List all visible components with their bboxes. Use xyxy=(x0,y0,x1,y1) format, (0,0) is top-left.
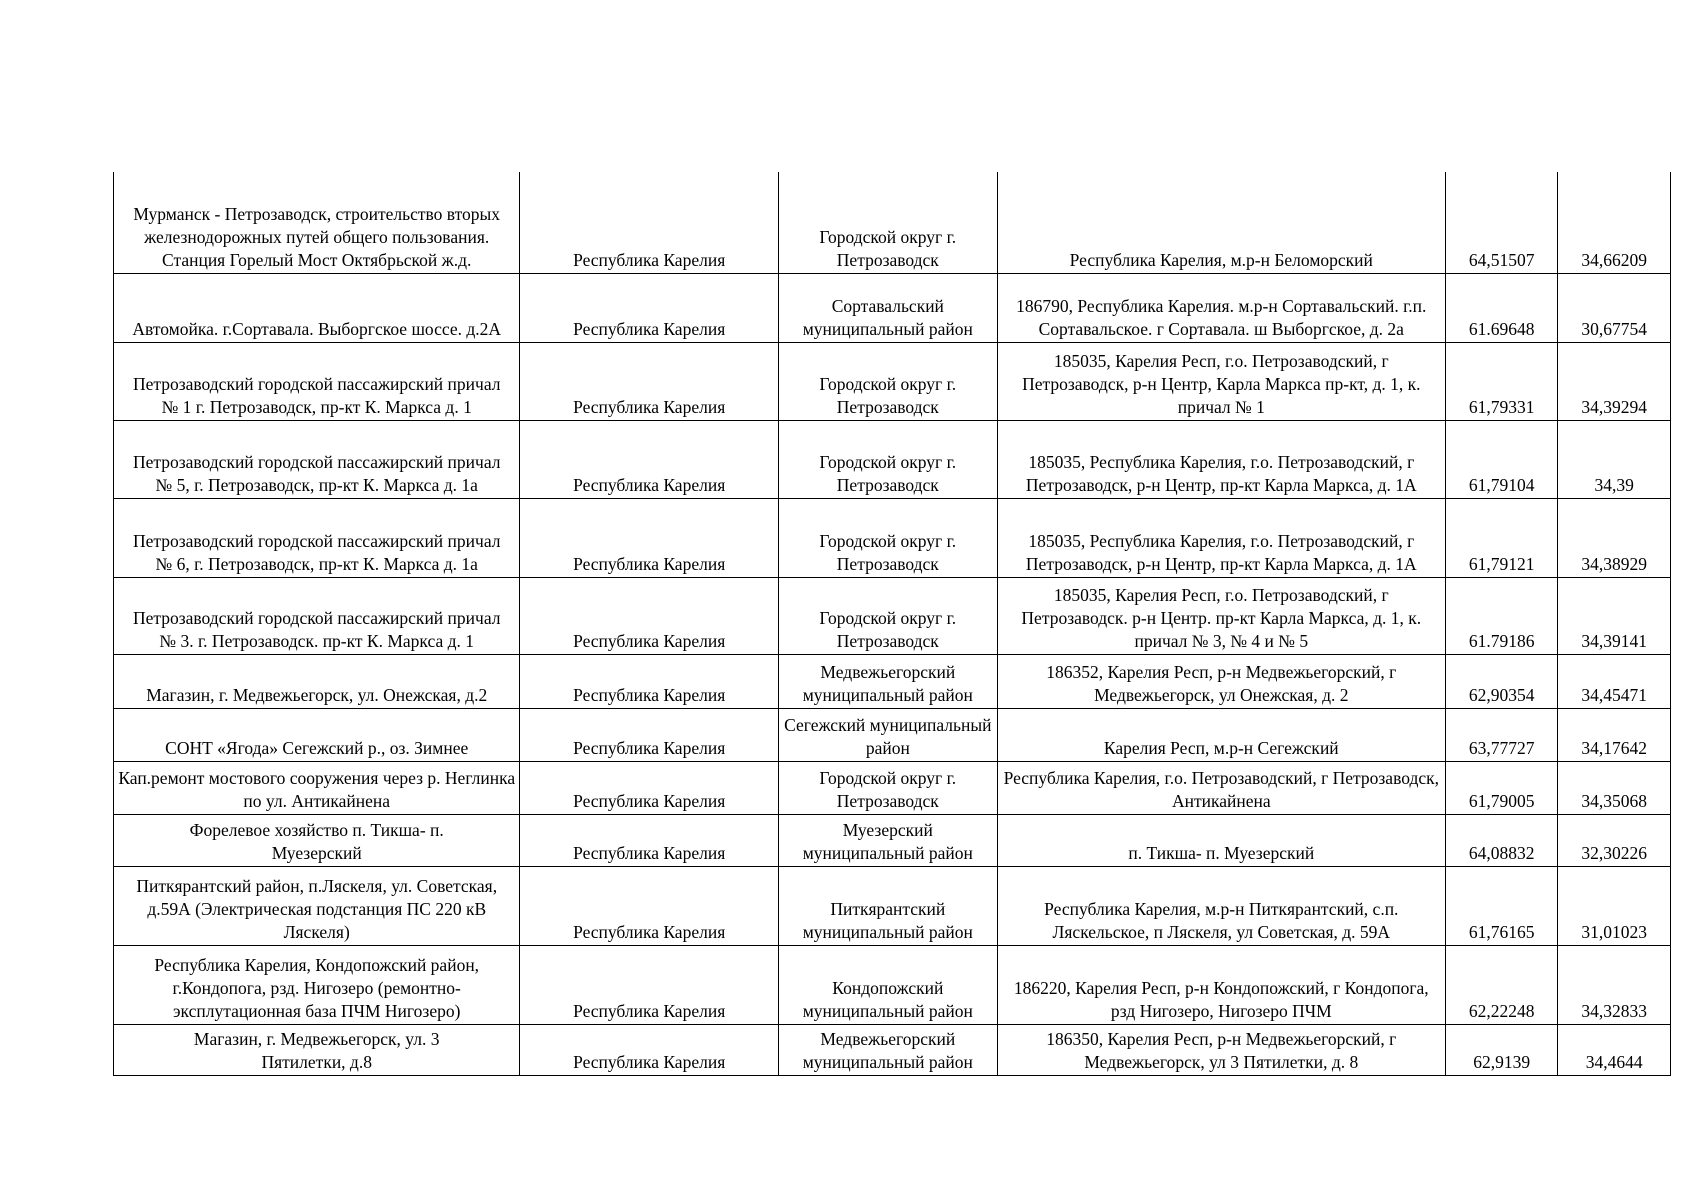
region-cell: Республика Карелия xyxy=(520,814,778,866)
municipality-cell: Городской округ г. Петрозаводск xyxy=(778,342,997,420)
table-row xyxy=(114,498,1671,577)
latitude-cell: 61,79331 xyxy=(1445,342,1558,420)
municipality-cell: Сортавальский муниципальный район xyxy=(778,273,997,342)
longitude-cell: 34,17642 xyxy=(1558,708,1671,761)
longitude-cell: 34,32833 xyxy=(1558,945,1671,1024)
municipality-cell: Питкярантский муниципальный район xyxy=(778,866,997,945)
municipality-cell: Городской округ г. Петрозаводск xyxy=(778,761,997,814)
longitude-cell: 34,38929 xyxy=(1558,498,1671,577)
region-cell: Республика Карелия xyxy=(520,708,778,761)
longitude-cell: 34,66209 xyxy=(1558,172,1671,273)
municipality-cell: Кондопожский муниципальный район xyxy=(778,945,997,1024)
region-cell: Республика Карелия xyxy=(520,273,778,342)
table-row xyxy=(114,342,1671,420)
longitude-cell: 34,35068 xyxy=(1558,761,1671,814)
table-row xyxy=(114,814,1671,866)
address-cell: Республика Карелия, г.о. Петрозаводский, г Петрозаводск, Антикайнена xyxy=(997,761,1445,814)
municipality-cell: Медвежьегорский муниципальный район xyxy=(778,654,997,708)
latitude-cell: 61.69648 xyxy=(1445,273,1558,342)
latitude-cell: 61,79104 xyxy=(1445,420,1558,498)
object-cell: СОНТ «Ягода» Сегежский р., оз. Зимнее xyxy=(114,708,520,761)
latitude-cell: 61,79005 xyxy=(1445,761,1558,814)
address-cell: 185035, Карелия Респ, г.о. Петрозаводский, г Петрозаводск, р-н Центр, Карла Маркса пр-кт, д. 1, к. причал № 1 xyxy=(997,342,1445,420)
region-cell: Республика Карелия xyxy=(520,342,778,420)
latitude-cell: 63,77727 xyxy=(1445,708,1558,761)
address-cell: 185035, Республика Карелия, г.о. Петрозаводский, г Петрозаводск, р-н Центр, пр-кт Карла Маркса, д. 1А xyxy=(997,420,1445,498)
region-cell: Республика Карелия xyxy=(520,172,778,273)
region-cell: Республика Карелия xyxy=(520,577,778,654)
latitude-cell: 64,51507 xyxy=(1445,172,1558,273)
longitude-cell: 32,30226 xyxy=(1558,814,1671,866)
longitude-cell: 34,4644 xyxy=(1558,1024,1671,1075)
object-cell: Магазин, г. Медвежьегорск, ул. 3 Пятилетки, д.8 xyxy=(114,1024,520,1075)
table-row xyxy=(114,654,1671,708)
region-cell: Республика Карелия xyxy=(520,654,778,708)
longitude-cell: 34,45471 xyxy=(1558,654,1671,708)
table-row xyxy=(114,577,1671,654)
latitude-cell: 61,79121 xyxy=(1445,498,1558,577)
object-cell: Петрозаводский городской пассажирский причал № 3. г. Петрозаводск. пр-кт К. Маркса д. 1 xyxy=(114,577,520,654)
latitude-cell: 62,90354 xyxy=(1445,654,1558,708)
address-cell: 185035, Карелия Респ, г.о. Петрозаводский, г Петрозаводск. р-н Центр. пр-кт Карла Маркса, д. 1, к. причал № 3, № 4 и № 5 xyxy=(997,577,1445,654)
objects-table xyxy=(113,172,1671,1076)
latitude-cell: 64,08832 xyxy=(1445,814,1558,866)
address-cell: Республика Карелия, м.р-н Беломорский xyxy=(997,172,1445,273)
latitude-cell: 62,9139 xyxy=(1445,1024,1558,1075)
longitude-cell: 31,01023 xyxy=(1558,866,1671,945)
address-cell: Карелия Респ, м.р-н Сегежский xyxy=(997,708,1445,761)
address-cell: 186790, Республика Карелия. м.р-н Сортавальский. г.п. Сортавальское. г Сортавала. ш Выборгское, д. 2а xyxy=(997,273,1445,342)
address-cell: 186220, Карелия Респ, р-н Кондопожский, г Кондопога, рзд Нигозеро, Нигозеро ПЧМ xyxy=(997,945,1445,1024)
object-cell: Кап.ремонт мостового сооружения через р. Неглинка по ул. Антикайнена xyxy=(114,761,520,814)
object-cell: Петрозаводский городской пассажирский причал № 5, г. Петрозаводск, пр-кт К. Маркса д. 1а xyxy=(114,420,520,498)
municipality-cell: Сегежский муниципальный район xyxy=(778,708,997,761)
table-row xyxy=(114,172,1671,273)
object-cell: Форелевое хозяйство п. Тикша- п. Муезерский xyxy=(114,814,520,866)
municipality-cell: Медвежьегорский муниципальный район xyxy=(778,1024,997,1075)
object-cell: Мурманск - Петрозаводск, строительство вторых железнодорожных путей общего пользования. Станция Горелый Мост Октябрьской ж.д. xyxy=(114,172,520,273)
document-page xyxy=(113,172,1671,1076)
region-cell: Республика Карелия xyxy=(520,1024,778,1075)
object-cell: Автомойка. г.Сортавала. Выборгское шоссе. д.2А xyxy=(114,273,520,342)
table-row xyxy=(114,1024,1671,1075)
table-row xyxy=(114,273,1671,342)
table-row xyxy=(114,708,1671,761)
region-cell: Республика Карелия xyxy=(520,945,778,1024)
object-cell: Магазин, г. Медвежьегорск, ул. Онежская, д.2 xyxy=(114,654,520,708)
region-cell: Республика Карелия xyxy=(520,761,778,814)
municipality-cell: Городской округ г. Петрозаводск xyxy=(778,420,997,498)
municipality-cell: Муезерский муниципальный район xyxy=(778,814,997,866)
municipality-cell: Городской округ г. Петрозаводск xyxy=(778,498,997,577)
address-cell: 185035, Республика Карелия, г.о. Петрозаводский, г Петрозаводск, р-н Центр, пр-кт Карла Маркса, д. 1А xyxy=(997,498,1445,577)
region-cell: Республика Карелия xyxy=(520,420,778,498)
latitude-cell: 61,76165 xyxy=(1445,866,1558,945)
latitude-cell: 61.79186 xyxy=(1445,577,1558,654)
address-cell: 186352, Карелия Респ, р-н Медвежьегорский, г Медвежьегорск, ул Онежская, д. 2 xyxy=(997,654,1445,708)
object-cell: Петрозаводский городской пассажирский причал № 6, г. Петрозаводск, пр-кт К. Маркса д. 1а xyxy=(114,498,520,577)
table-row xyxy=(114,866,1671,945)
longitude-cell: 34,39141 xyxy=(1558,577,1671,654)
region-cell: Республика Карелия xyxy=(520,866,778,945)
address-cell: п. Тикша- п. Муезерский xyxy=(997,814,1445,866)
object-cell: Питкярантский район, п.Ляскеля, ул. Советская, д.59А (Электрическая подстанция ПС 220 кВ Ляскеля) xyxy=(114,866,520,945)
municipality-cell: Городской округ г. Петрозаводск xyxy=(778,172,997,273)
latitude-cell: 62,22248 xyxy=(1445,945,1558,1024)
municipality-cell: Городской округ г. Петрозаводск xyxy=(778,577,997,654)
region-cell: Республика Карелия xyxy=(520,498,778,577)
longitude-cell: 30,67754 xyxy=(1558,273,1671,342)
object-cell: Петрозаводский городской пассажирский причал № 1 г. Петрозаводск, пр-кт К. Маркса д. 1 xyxy=(114,342,520,420)
longitude-cell: 34,39294 xyxy=(1558,342,1671,420)
table-row xyxy=(114,761,1671,814)
address-cell: Республика Карелия, м.р-н Питкярантский, с.п. Ляскельское, п Ляскеля, ул Советская, д. 59А xyxy=(997,866,1445,945)
table-row xyxy=(114,420,1671,498)
table-row xyxy=(114,945,1671,1024)
address-cell: 186350, Карелия Респ, р-н Медвежьегорский, г Медвежьегорск, ул 3 Пятилетки, д. 8 xyxy=(997,1024,1445,1075)
object-cell: Республика Карелия, Кондопожский район, г.Кондопога, рзд. Нигозеро (ремонтно-эксплутационная база ПЧМ Нигозеро) xyxy=(114,945,520,1024)
longitude-cell: 34,39 xyxy=(1558,420,1671,498)
